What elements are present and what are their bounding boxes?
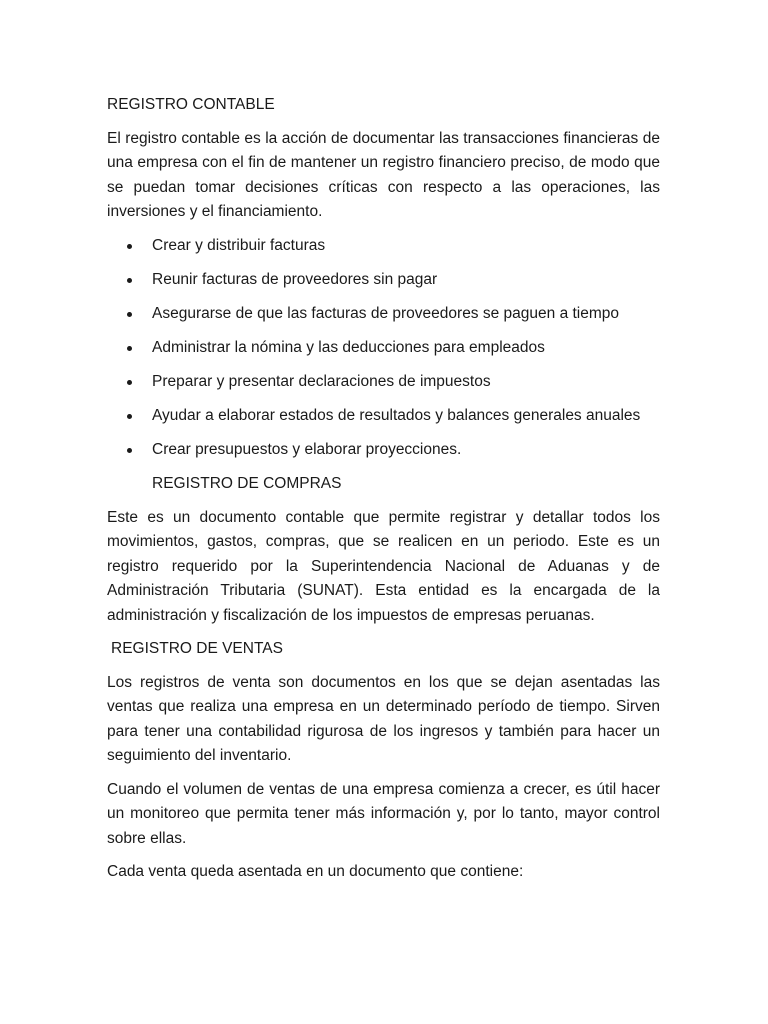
list-item-text: Crear y distribuir facturas [152, 236, 326, 254]
bullet-icon [127, 244, 132, 249]
bullet-icon [127, 312, 132, 317]
document-body [107, 93, 660, 894]
heading-registro-compras: REGISTRO DE COMPRAS [152, 475, 342, 493]
list-item [107, 370, 660, 395]
bullet-icon [127, 414, 132, 419]
list-item [107, 438, 660, 463]
list-item [107, 268, 660, 293]
bullet-icon [127, 278, 132, 283]
paragraph-registro-ventas-1: Los registros de venta son documentos en los que se dejan asentadas las ventas que realiza una empresa en un determinado período de tiempo. Sirven para tener una contabilidad rigurosa de los ingresos y también para hacer un seguimiento del inventario. [107, 673, 660, 765]
list-item-text: Asegurarse de que las facturas de proveedores se paguen a tiempo [152, 304, 620, 322]
paragraph-registro-ventas-2: Cuando el volumen de ventas de una empresa comienza a crecer, es útil hacer un monitoreo que permita tener más información y, por lo tanto, mayor control sobre ellas. [107, 780, 660, 847]
list-item-text: Crear presupuestos y elaborar proyecciones. [152, 441, 462, 459]
list-item [107, 234, 660, 259]
bullet-icon [127, 346, 132, 351]
list-item [107, 302, 660, 327]
paragraph-registro-contable: El registro contable es la acción de documentar las transacciones financieras de una empresa con el fin de mantener un registro financiero preciso, de modo que se puedan tomar decisiones críticas con respecto a las operaciones, las inversiones y el financiamiento. [107, 129, 660, 220]
list-item-text: Ayudar a elaborar estados de resultados y balances generales anuales [152, 406, 641, 424]
bullet-list [107, 234, 660, 463]
heading-registro-contable: REGISTRO CONTABLE [107, 96, 275, 113]
bullet-icon [127, 448, 132, 453]
paragraph-registro-ventas-3: Cada venta queda asentada en un documento que contiene: [107, 863, 524, 881]
bullet-icon [127, 380, 132, 385]
list-item-text: Reunir facturas de proveedores sin pagar [152, 270, 438, 288]
paragraph-registro-compras: Este es un documento contable que permite registrar y detallar todos los movimientos, gastos, compras, que se realicen en un periodo. Este es un registro requerido por la Superintendencia Nacional de Aduanas y de Administración Tributaria (SUNAT). Esta entidad es la encargada de la administración y fiscalización de los impuestos de empresas peruanas. [107, 508, 660, 624]
list-item-text: Administrar la nómina y las deducciones para empleados [152, 338, 545, 356]
list-item [107, 404, 660, 429]
list-item-text: Preparar y presentar declaraciones de impuestos [152, 372, 491, 390]
list-item [107, 336, 660, 361]
heading-registro-ventas: REGISTRO DE VENTAS [111, 640, 283, 658]
